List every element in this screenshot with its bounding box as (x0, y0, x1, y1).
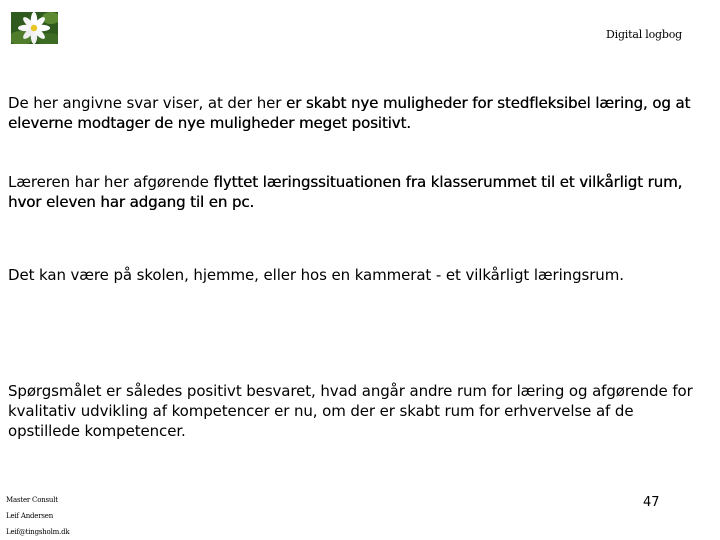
paragraph-1 (8, 93, 698, 133)
paragraph-1-emphasis: er skabt nye muligheder for stedfleksibel læring, og at eleverne modtager de nye muligheder meget positivt. (8, 94, 691, 132)
water-lily-icon (11, 12, 58, 44)
paragraph-2 (8, 172, 698, 212)
paragraph-2-emphasis: flyttet læringssituationen fra klasserummet til et vilkårligt rum, hvor eleven har adgang til en pc. (8, 173, 683, 211)
paragraph-1-lead: De her angivne svar viser, at der her (8, 94, 286, 112)
page-number: 47 (643, 495, 660, 510)
footer-company: Master Consult (6, 496, 58, 504)
water-lily-logo (11, 12, 58, 44)
paragraph-2-lead: Læreren har her afgørende (8, 173, 214, 191)
paragraph-3: Det kan være på skolen, hjemme, eller hos en kammerat - et vilkårligt læringsrum. (8, 266, 624, 284)
footer-email: Leif@tingsholm.dk (6, 528, 70, 536)
footer-person: Leif Andersen (6, 512, 54, 520)
paragraph-4: Spørgsmålet er således positivt besvaret, hvad angår andre rum for læring og afgørende for kvalitativ udvikling af kompetencer er nu, om der er skabt rum for erhvervelse af de opstillede kompetencer. (8, 382, 693, 440)
page-header-title: Digital logbog (606, 28, 682, 41)
